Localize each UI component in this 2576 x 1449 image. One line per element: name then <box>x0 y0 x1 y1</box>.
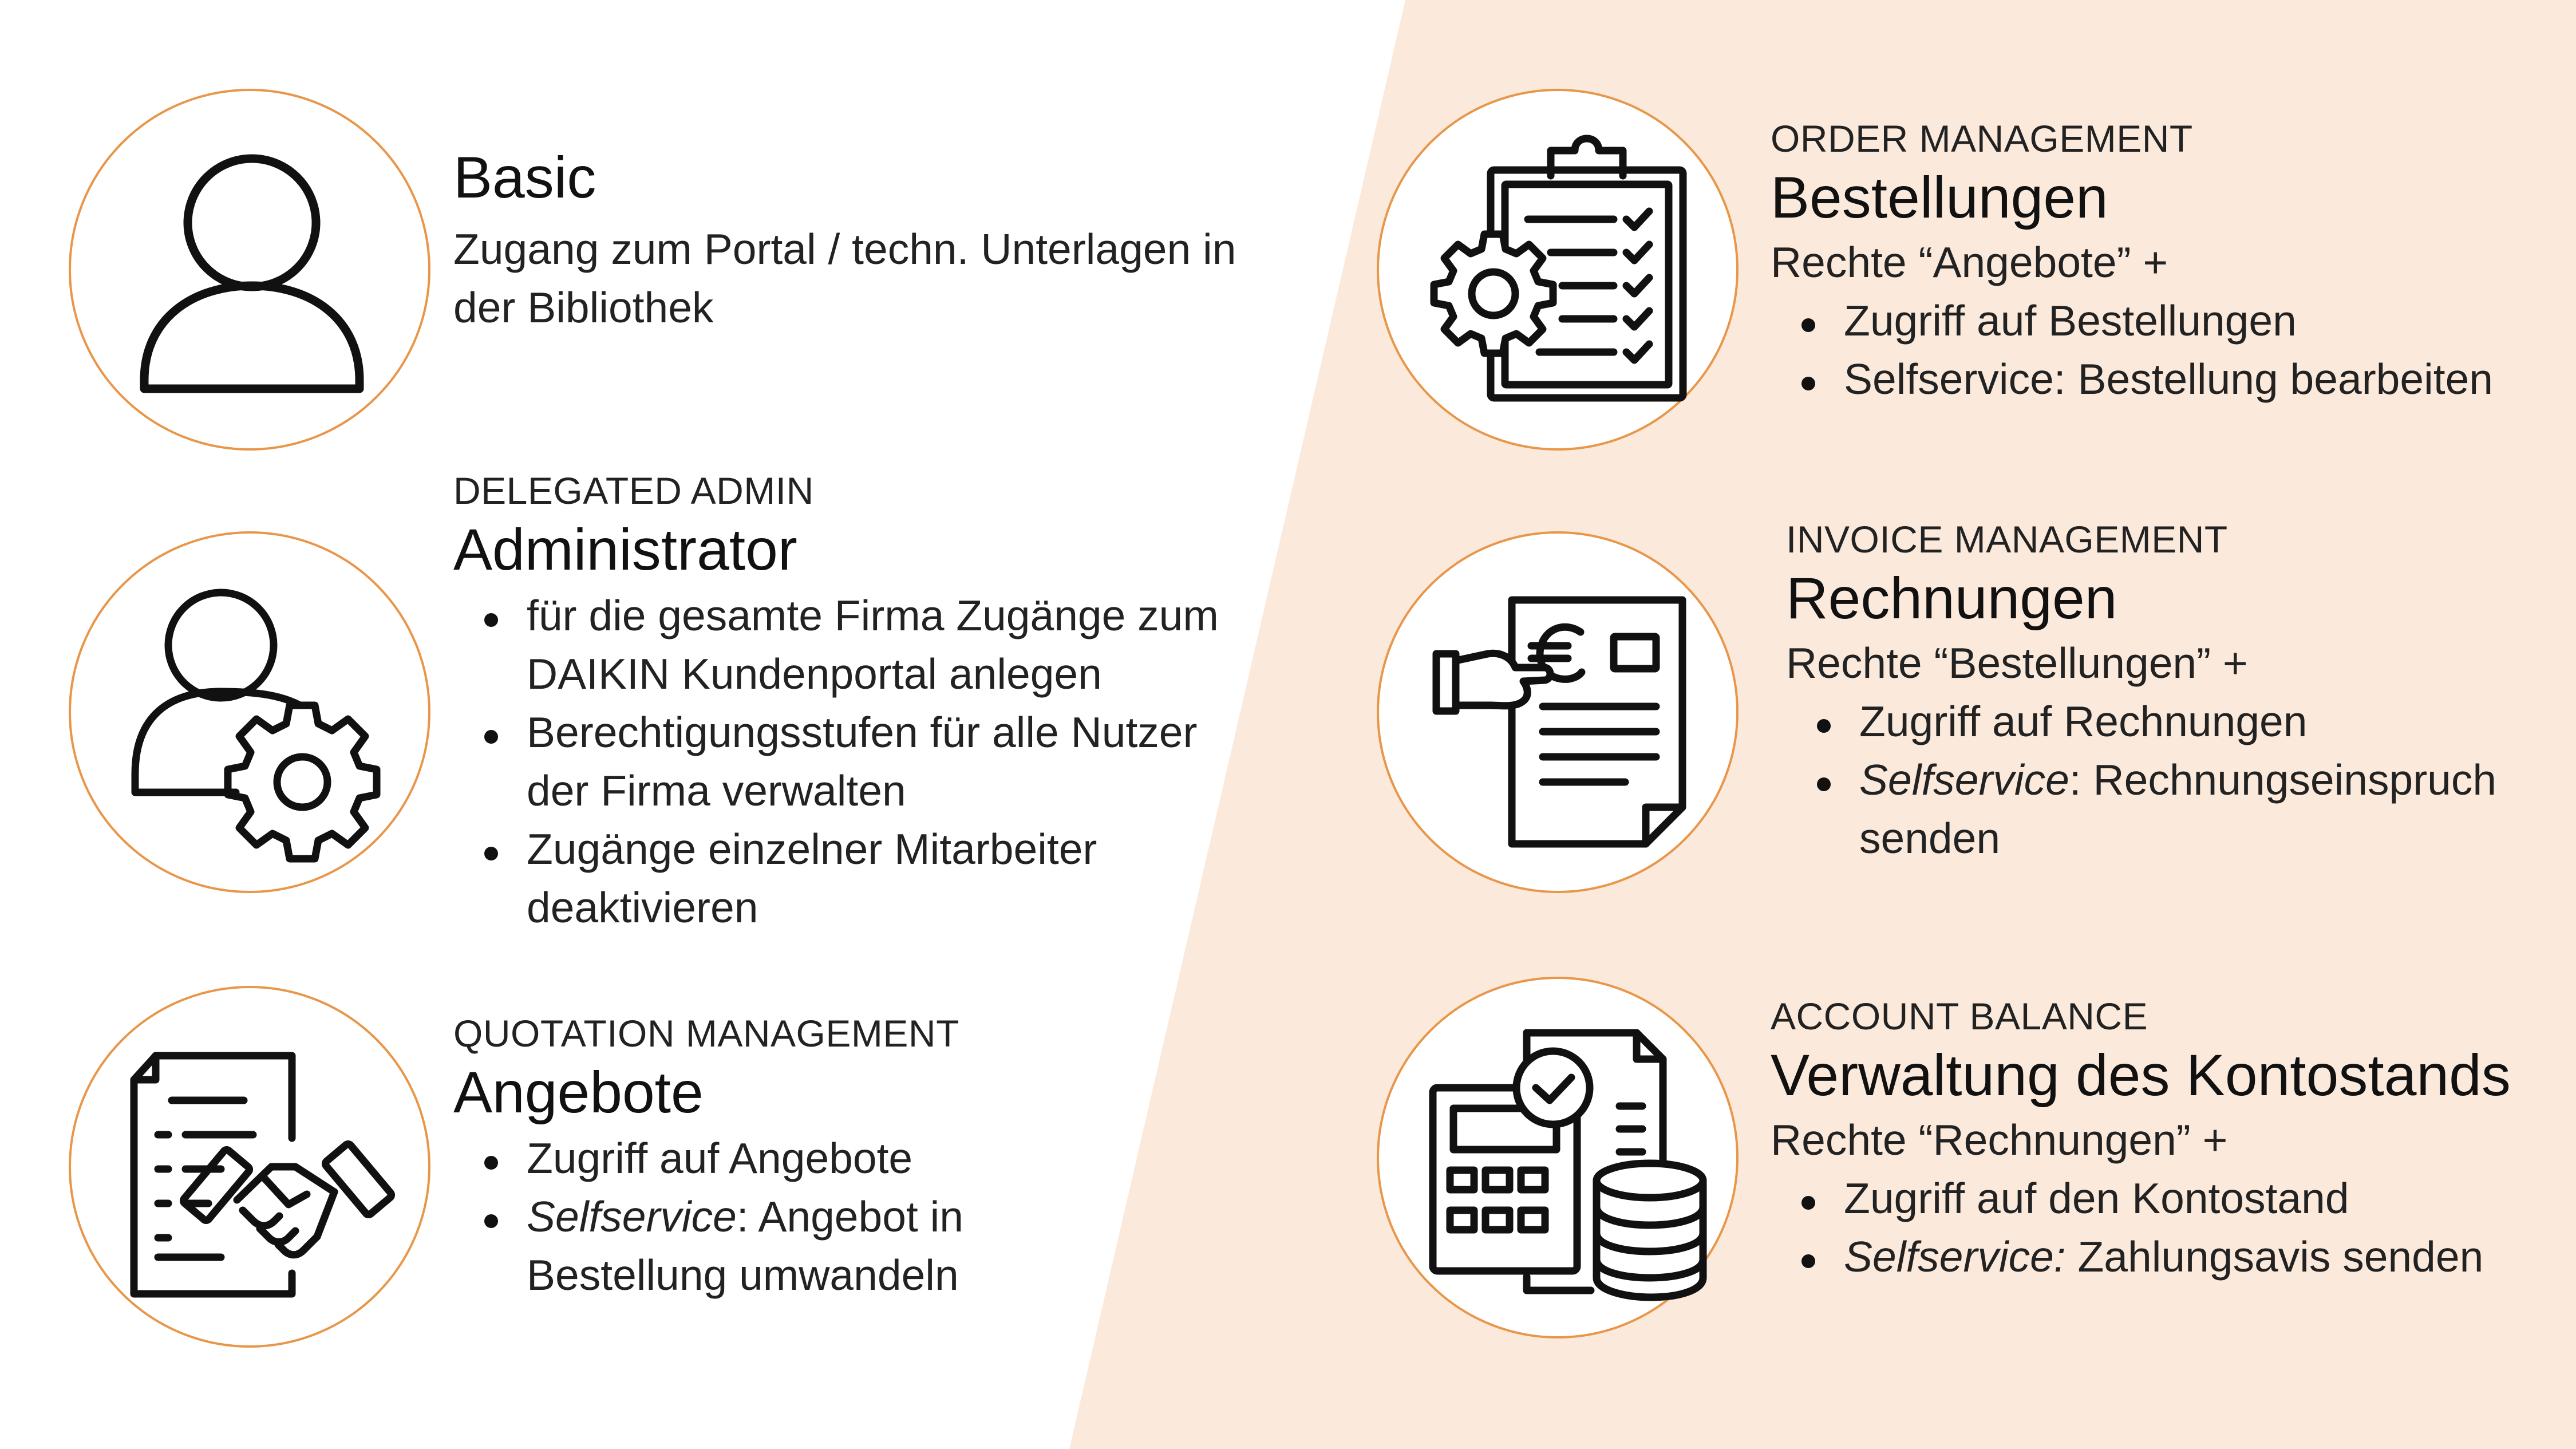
basic-text <box>453 143 1236 337</box>
admin-icon-circle <box>69 531 430 893</box>
admin-text <box>453 469 1219 937</box>
quotation-bullet-1: Zugriff auf Angebote <box>527 1129 963 1187</box>
invoice-kicker: INVOICE MANAGEMENT <box>1786 518 2228 560</box>
invoice-icon-circle <box>1377 531 1739 893</box>
quotation-bullet-2: Selfservice: Angebot in Bestellung umwandeln <box>527 1187 963 1304</box>
order-bullets <box>1771 291 2493 408</box>
order-bullet-2: Selfservice: Bestellung bearbeiten <box>1844 350 2493 408</box>
order-icon-circle <box>1377 89 1739 451</box>
admin-bullet-1: für die gesamte Firma Zugänge zum DAIKIN Kundenportal anlegen <box>527 586 1219 703</box>
admin-bullet-3: Zugänge einzelner Mitarbeiter deaktivieren <box>527 820 1219 937</box>
order-text <box>1771 117 2493 408</box>
invoice-rights: Rechte “Bestellungen” + <box>1786 639 2248 688</box>
account-title: Verwaltung des Kontostands <box>1771 1042 2511 1108</box>
account-rights: Rechte “Rechnungen” + <box>1771 1116 2228 1164</box>
admin-kicker: DELEGATED ADMIN <box>453 469 814 512</box>
account-icon-circle <box>1377 977 1739 1339</box>
basic-desc-line-2: der Bibliothek <box>453 283 714 332</box>
account-bullet-1: Zugriff auf den Kontostand <box>1844 1169 2511 1227</box>
invoice-text <box>1786 518 2496 867</box>
order-rights: Rechte “Angebote” + <box>1771 238 2168 287</box>
invoice-bullet-1: Zugriff auf Rechnungen <box>1859 692 2496 751</box>
quotation-kicker: QUOTATION MANAGEMENT <box>453 1012 959 1055</box>
calculator-coins-icon <box>1379 979 1736 1336</box>
admin-bullets <box>453 586 1219 937</box>
account-kicker: ACCOUNT BALANCE <box>1771 995 2148 1037</box>
user-icon <box>71 91 428 448</box>
contract-handshake-icon <box>71 988 428 1345</box>
invoice-euro-icon <box>1379 534 1736 891</box>
account-bullets <box>1771 1169 2511 1286</box>
account-bullet-2: Selfservice: Zahlungsavis senden <box>1844 1227 2511 1286</box>
admin-bullet-2: Berechtigungsstufen für alle Nutzer der Firma verwalten <box>527 703 1219 820</box>
order-kicker: ORDER MANAGEMENT <box>1771 117 2193 160</box>
basic-icon-circle <box>69 89 430 451</box>
quotation-text <box>453 1012 963 1304</box>
quotation-title: Angebote <box>453 1059 704 1125</box>
admin-title: Administrator <box>453 516 797 582</box>
account-text <box>1771 995 2511 1286</box>
user-gear-icon <box>71 534 428 891</box>
basic-title: Basic <box>453 145 596 210</box>
basic-desc-line-1: Zugang zum Portal / techn. Unterlagen in <box>453 225 1236 274</box>
invoice-title: Rechnungen <box>1786 565 2117 631</box>
invoice-bullet-2: Selfservice: Rechnungseinspruch senden <box>1859 751 2496 867</box>
order-bullet-1: Zugriff auf Bestellungen <box>1844 291 2493 350</box>
quotation-icon-circle <box>69 986 430 1348</box>
quotation-bullets <box>453 1129 963 1304</box>
invoice-bullets <box>1786 692 2496 867</box>
clipboard-gear-icon <box>1379 91 1736 448</box>
order-title: Bestellungen <box>1771 164 2108 230</box>
